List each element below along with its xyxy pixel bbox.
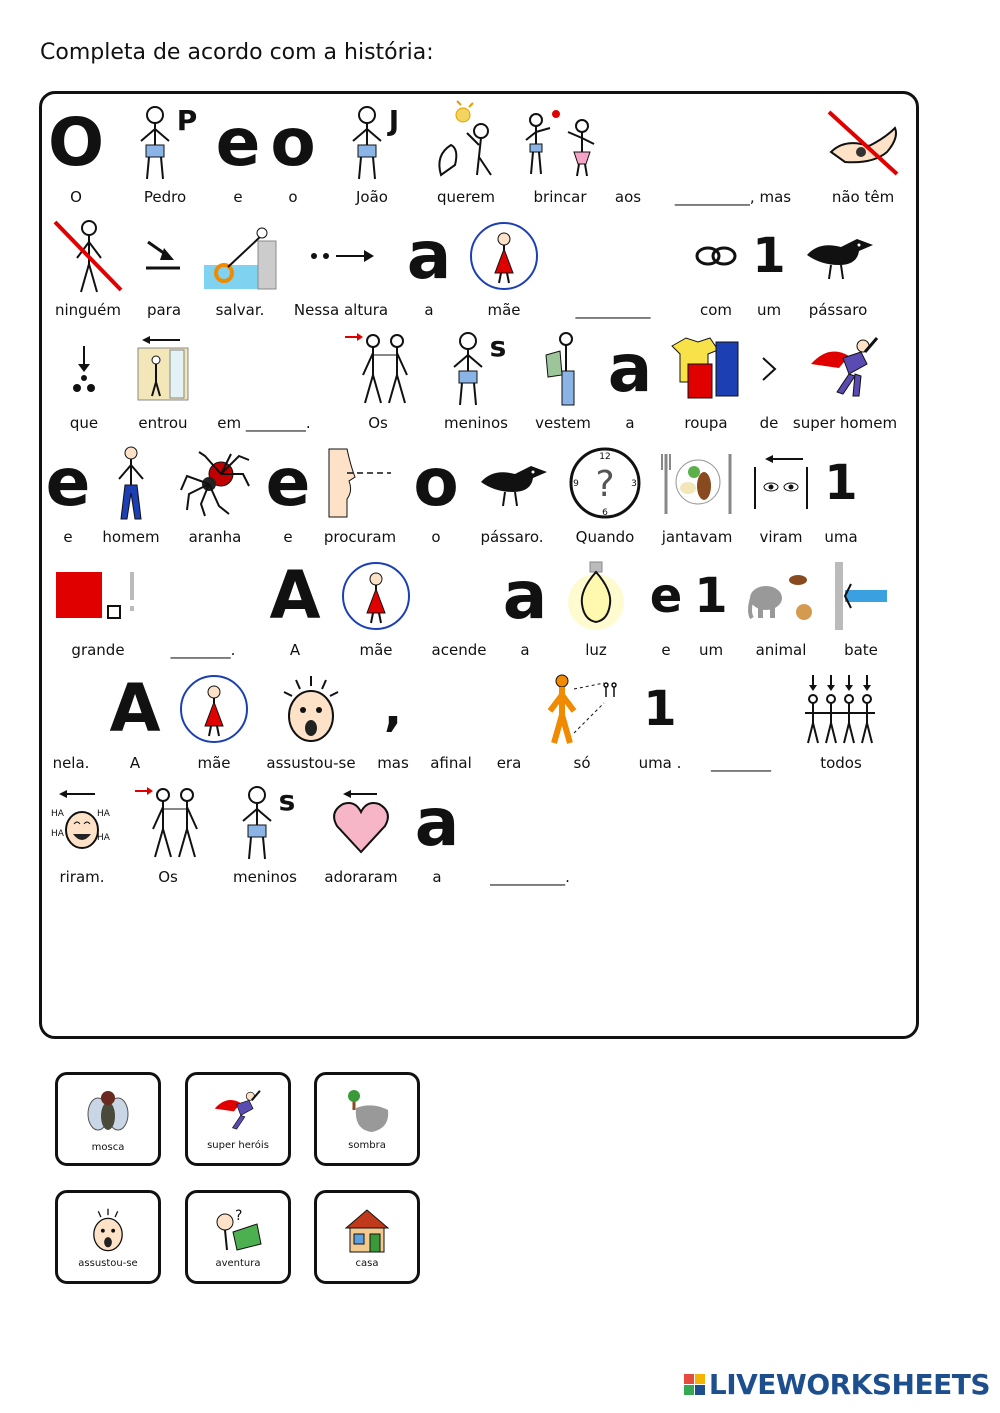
word-label: homem [102,528,160,546]
word-label: a [432,868,442,886]
letter-a-symbol: a [414,784,460,861]
animals-icon [746,568,816,624]
token [262,440,314,548]
token [608,100,648,208]
letter-A-symbol: A [109,670,161,747]
token [176,666,252,774]
token [264,553,326,661]
letter-e-symbol: e [649,568,683,624]
token [270,100,316,208]
token [632,666,688,774]
boy-icon [133,105,177,181]
svg-text:HA: HA [51,809,64,819]
letter-O-symbol: O [47,104,105,181]
token [48,780,116,888]
word-label: mãe [487,301,521,319]
sup-letter: J [388,104,400,137]
superman-icon [809,334,881,404]
number-1-symbol: 1 [694,568,728,624]
token [262,666,360,774]
word-label: uma . [638,754,682,772]
superhero-icon [213,1088,263,1136]
word-label: brincar [533,188,587,206]
token [500,553,550,661]
token [748,440,814,548]
word-label: a [520,641,530,659]
scared-face-icon [88,1206,128,1254]
all-people-icon [803,673,879,745]
token [426,100,506,208]
token [696,666,786,774]
token [338,553,414,661]
svg-text:HA: HA [97,833,110,843]
man-icon [111,445,151,521]
boy-icon [235,785,279,861]
word-label: pássaro [808,301,868,319]
svg-text:?: ? [235,1207,243,1224]
look-icon [327,447,393,519]
token [204,326,324,434]
token [318,440,402,548]
token [128,780,208,888]
word-label: Os [158,868,178,886]
token [484,666,534,774]
sup-letter: s [278,784,296,817]
svg-text:9: 9 [573,479,579,489]
token [658,100,808,208]
word-label: a [625,414,635,432]
word-label: a [424,301,434,319]
token [694,553,728,661]
letter-e-symbol: e [265,444,311,521]
answer-card-casa[interactable] [314,1190,420,1284]
play-icon [520,108,600,178]
word-label: afinal [430,754,472,772]
word-label: mãe [359,641,393,659]
token [215,100,261,208]
word-label: A [129,754,141,772]
word-label: aranha [188,528,242,546]
token [45,440,91,548]
token [736,553,826,661]
token [512,100,608,208]
word-label: procuram [323,528,397,546]
token [332,100,412,208]
that-icon [69,344,99,394]
answer-card-mosca[interactable] [55,1072,161,1166]
word-label: meninos [232,868,297,886]
word-label: só [573,754,591,772]
word-label: o [431,528,441,546]
letter-o-symbol: o [270,104,316,181]
token [320,780,402,888]
token [404,213,454,321]
bird-icon [475,458,549,508]
word-label: e [283,528,293,546]
the-plural-icon [133,785,203,861]
of-chevron-icon [759,354,779,384]
token [422,553,496,661]
card-label: aventura [215,1257,261,1269]
word-label: O [70,188,82,206]
rescue-icon [204,221,276,291]
number-1-symbol: 1 [824,455,858,511]
word-label: viram [759,528,803,546]
word-label: vestem [535,414,591,432]
word-label: todos [820,754,862,772]
word-label: nela. [52,754,90,772]
word-label: era [496,754,522,772]
token [132,326,194,434]
letter-e-symbol: e [45,444,91,521]
saw-eyes-icon [751,455,811,511]
token [468,780,592,888]
word-label: Os [368,414,388,432]
token [426,666,476,774]
word-label: entrou [138,414,188,432]
blank-slot[interactable]: __________ [575,301,651,319]
bird-icon [801,231,875,281]
token [48,553,148,661]
the-plural-icon [343,331,413,407]
word-label: meninos [443,414,508,432]
story-row-4 [45,440,908,548]
word-label: para [146,301,182,319]
token [644,553,688,661]
token [792,326,898,434]
dinner-icon [660,450,734,516]
token [158,553,248,661]
answer-card-sombra[interactable] [314,1072,420,1166]
boy-icon [345,105,389,181]
card-label: casa [355,1257,379,1269]
token [684,213,748,321]
letter-o-symbol: o [413,444,459,521]
token [796,666,886,774]
word-label: ninguém [54,301,122,319]
word-label: e [63,528,73,546]
then-arrow-icon [308,246,374,266]
story-row-2 [48,213,908,321]
blank-slot[interactable]: __________. [490,868,570,886]
token [176,440,254,548]
word-label: um [698,641,724,659]
token [288,213,394,321]
adventure-icon [213,1206,263,1254]
svg-text:12: 12 [599,452,611,462]
letter-A-symbol: A [269,557,321,634]
token [48,100,104,208]
story-row-3 [48,326,908,434]
token [752,213,786,321]
mother-icon [179,674,249,744]
to-arrow-icon [144,236,184,276]
spider-icon [179,450,251,516]
sup-letter: s [489,330,507,363]
word-label: pássaro. [480,528,544,546]
want-icon [431,105,501,181]
token [96,440,166,548]
token [558,553,634,661]
lightbulb-icon [564,560,628,632]
word-label: e [233,188,243,206]
blank-slot[interactable]: ________. [170,641,236,659]
word-label: e [661,641,671,659]
token [222,780,308,888]
clothes-icon [668,336,744,402]
word-label: um [756,301,782,319]
token [824,440,858,548]
word-label: acende [431,641,487,659]
word-label: grande [71,641,125,659]
letter-a-symbol: a [502,557,548,634]
word-label: animal [755,641,807,659]
word-label: Pedro [143,188,187,206]
shadow-icon [342,1088,392,1136]
liveworksheets-logo [684,1368,990,1401]
story-row-1 [48,100,908,208]
token [200,213,280,321]
comma-symbol: , [383,681,403,737]
blank-slot[interactable]: __________, mas [674,188,792,206]
svg-text:HA: HA [97,809,110,819]
letter-a-symbol: a [607,330,653,407]
story-row-7 [48,780,908,888]
enter-door-icon [136,336,190,402]
svg-text:HA: HA [51,829,64,839]
card-label: super heróis [207,1139,269,1151]
token [432,326,520,434]
dress-icon [538,331,588,407]
card-label: mosca [91,1141,125,1153]
token [468,440,556,548]
blank-slot[interactable]: em ________. [217,414,311,432]
laugh-icon [51,790,113,856]
token [604,326,656,434]
token [830,553,892,661]
brand-text: LIVEWORKSHEETS [708,1368,990,1401]
not-have-icon [825,108,901,178]
word-label: luz [585,641,607,659]
only-icon [544,673,620,745]
scared-face-icon [280,674,342,744]
token [134,213,194,321]
word-label: riram. [59,868,105,886]
token [338,326,418,434]
logo-icon [684,1374,705,1395]
svg-text:3: 3 [631,479,637,489]
token [664,326,748,434]
mother-icon [469,221,539,291]
token [104,666,166,774]
word-label: que [69,414,99,432]
answer-card-aventura[interactable] [185,1190,291,1284]
word-label: de [759,414,779,432]
token [554,213,672,321]
boy-icon [446,331,490,407]
answer-card-assustou-se[interactable] [55,1190,161,1284]
token [412,440,460,548]
word-label: mãe [197,754,231,772]
card-label: sombra [348,1139,386,1151]
word-label: super homem [792,414,898,432]
number-1-symbol: 1 [643,681,677,737]
token [818,100,908,208]
word-label: não têm [831,188,895,206]
word-label: Quando [575,528,635,546]
instruction-text: Completa de acordo com a história: [40,40,434,65]
token [464,213,544,321]
token [122,100,208,208]
svg-text:?: ? [595,464,615,505]
story-row-5 [48,553,908,661]
nobody-icon [53,218,123,294]
token [796,213,880,321]
svg-text:6: 6 [602,508,608,518]
word-label: com [699,301,733,319]
token [48,213,128,321]
letter-e-symbol: e [215,104,261,181]
mother-icon [341,561,411,631]
house-icon [342,1206,392,1254]
word-label: querem [437,188,495,206]
letter-a-symbol: a [406,217,452,294]
word-label: bate [844,641,878,659]
sup-letter: P [176,104,198,137]
token [528,326,598,434]
word-label: mas [377,754,409,772]
hit-icon [833,560,889,632]
token [366,666,420,774]
big-square-icon [52,566,144,626]
card-label: assustou-se [78,1257,138,1269]
token [652,440,742,548]
word-label: roupa [684,414,728,432]
word-label: uma [824,528,858,546]
token [752,326,786,434]
word-label: assustou-se [266,754,356,772]
word-label: adoraram [324,868,398,886]
token [542,666,622,774]
word-label: salvar. [215,301,265,319]
answer-card-super-herois[interactable] [185,1072,291,1166]
token [564,440,646,548]
blank-slot[interactable]: ________ [711,754,771,772]
story-row-6 [48,666,908,774]
word-label: aos [614,188,642,206]
number-1-symbol: 1 [752,228,786,284]
word-label: Nessa altura [293,301,389,319]
clock-icon [568,446,642,520]
with-link-icon [694,244,738,268]
token [48,666,94,774]
word-label: A [289,641,301,659]
word-label: o [288,188,298,206]
token [48,326,120,434]
fly-icon [86,1086,130,1138]
token [412,780,462,888]
heart-icon [331,790,391,856]
word-label: João [356,188,388,206]
word-label: jantavam [661,528,733,546]
